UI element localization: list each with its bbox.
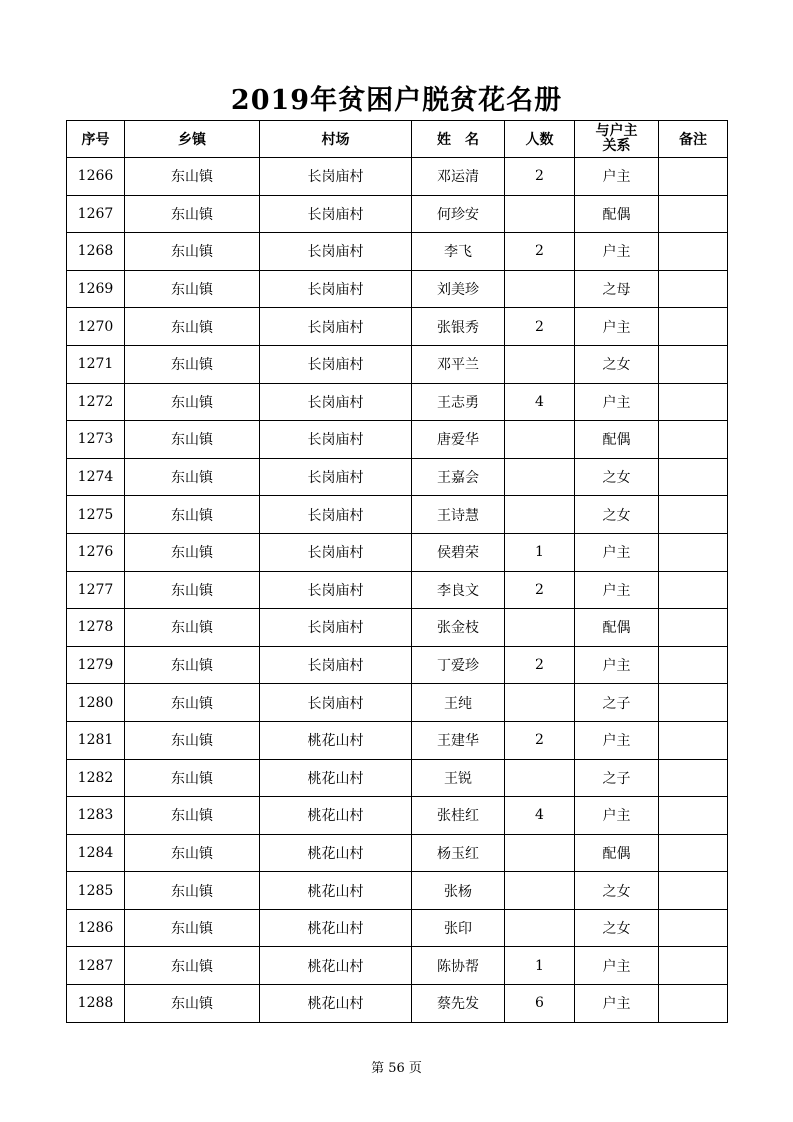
cell-relation: 配偶: [575, 609, 659, 647]
table-row: [67, 270, 728, 308]
cell-seq: 1267: [67, 195, 125, 233]
table-row: [67, 872, 728, 910]
cell-relation: 之子: [575, 759, 659, 797]
cell-village: 长岗庙村: [260, 158, 412, 196]
cell-relation: 户主: [575, 947, 659, 985]
header-relation-line2: 关系: [602, 138, 631, 154]
cell-name: 张金枝: [412, 609, 505, 647]
cell-seq: 1283: [67, 797, 125, 835]
cell-count: 1: [505, 947, 575, 985]
cell-town: 东山镇: [125, 308, 260, 346]
cell-name: 张银秀: [412, 308, 505, 346]
header-seq: 序号: [67, 121, 125, 158]
cell-note: [659, 345, 728, 383]
table-row: [67, 158, 728, 196]
cell-village: 桃花山村: [260, 909, 412, 947]
cell-relation: 户主: [575, 158, 659, 196]
cell-village: 长岗庙村: [260, 684, 412, 722]
cell-note: [659, 721, 728, 759]
cell-note: [659, 684, 728, 722]
table-row: [67, 609, 728, 647]
cell-relation: 之女: [575, 909, 659, 947]
cell-town: 东山镇: [125, 684, 260, 722]
header-relation: [575, 121, 659, 158]
cell-relation: 之女: [575, 496, 659, 534]
cell-relation: 户主: [575, 985, 659, 1023]
table-row: [67, 947, 728, 985]
cell-village: 长岗庙村: [260, 646, 412, 684]
cell-relation: 户主: [575, 383, 659, 421]
cell-name: 杨玉红: [412, 834, 505, 872]
cell-town: 东山镇: [125, 421, 260, 459]
cell-relation: 户主: [575, 797, 659, 835]
page-footer: 第 56 页: [371, 1061, 422, 1076]
cell-village: 桃花山村: [260, 797, 412, 835]
cell-note: [659, 308, 728, 346]
cell-town: 东山镇: [125, 158, 260, 196]
cell-relation: 之女: [575, 458, 659, 496]
cell-seq: 1272: [67, 383, 125, 421]
cell-village: 长岗庙村: [260, 496, 412, 534]
cell-town: 东山镇: [125, 609, 260, 647]
cell-town: 东山镇: [125, 571, 260, 609]
cell-name: 李良文: [412, 571, 505, 609]
cell-name: 张印: [412, 909, 505, 947]
cell-village: 长岗庙村: [260, 421, 412, 459]
cell-village: 长岗庙村: [260, 233, 412, 271]
table-row: [67, 797, 728, 835]
cell-seq: 1268: [67, 233, 125, 271]
cell-relation: 之子: [575, 684, 659, 722]
cell-town: 东山镇: [125, 270, 260, 308]
cell-relation: 之母: [575, 270, 659, 308]
cell-relation: 配偶: [575, 195, 659, 233]
cell-count: [505, 421, 575, 459]
table-row: [67, 834, 728, 872]
cell-count: 4: [505, 383, 575, 421]
cell-name: 丁爱珍: [412, 646, 505, 684]
cell-relation: 户主: [575, 646, 659, 684]
cell-note: [659, 985, 728, 1023]
cell-note: [659, 797, 728, 835]
table-row: [67, 345, 728, 383]
table-row: [67, 759, 728, 797]
cell-village: 长岗庙村: [260, 270, 412, 308]
cell-count: [505, 345, 575, 383]
cell-note: [659, 233, 728, 271]
cell-name: 陈协帮: [412, 947, 505, 985]
cell-note: [659, 458, 728, 496]
table-row: [67, 684, 728, 722]
cell-note: [659, 646, 728, 684]
cell-note: [659, 158, 728, 196]
cell-seq: 1288: [67, 985, 125, 1023]
cell-count: 2: [505, 721, 575, 759]
cell-name: 何珍安: [412, 195, 505, 233]
cell-town: 东山镇: [125, 985, 260, 1023]
cell-relation: 户主: [575, 533, 659, 571]
cell-village: 长岗庙村: [260, 308, 412, 346]
header-note: 备注: [659, 121, 728, 158]
cell-relation: 户主: [575, 308, 659, 346]
cell-town: 东山镇: [125, 233, 260, 271]
cell-note: [659, 759, 728, 797]
cell-count: [505, 909, 575, 947]
cell-relation: 户主: [575, 571, 659, 609]
cell-note: [659, 609, 728, 647]
cell-seq: 1266: [67, 158, 125, 196]
header-row: [67, 121, 728, 158]
cell-count: 2: [505, 158, 575, 196]
cell-seq: 1282: [67, 759, 125, 797]
cell-relation: 之女: [575, 872, 659, 910]
table-row: [67, 533, 728, 571]
cell-town: 东山镇: [125, 345, 260, 383]
cell-seq: 1279: [67, 646, 125, 684]
cell-name: 蔡先发: [412, 985, 505, 1023]
cell-seq: 1277: [67, 571, 125, 609]
cell-note: [659, 195, 728, 233]
cell-count: [505, 834, 575, 872]
cell-note: [659, 947, 728, 985]
table-row: [67, 646, 728, 684]
cell-count: 4: [505, 797, 575, 835]
cell-town: 东山镇: [125, 797, 260, 835]
cell-relation: 户主: [575, 721, 659, 759]
cell-seq: 1274: [67, 458, 125, 496]
cell-count: 2: [505, 571, 575, 609]
cell-village: 桃花山村: [260, 721, 412, 759]
cell-name: 王锐: [412, 759, 505, 797]
cell-village: 长岗庙村: [260, 195, 412, 233]
cell-town: 东山镇: [125, 721, 260, 759]
table-row: [67, 458, 728, 496]
cell-name: 邓平兰: [412, 345, 505, 383]
cell-village: 桃花山村: [260, 834, 412, 872]
header-village: 村场: [260, 121, 412, 158]
cell-seq: 1287: [67, 947, 125, 985]
cell-town: 东山镇: [125, 834, 260, 872]
cell-count: [505, 609, 575, 647]
cell-seq: 1269: [67, 270, 125, 308]
cell-count: [505, 270, 575, 308]
cell-count: 1: [505, 533, 575, 571]
table-row: [67, 195, 728, 233]
cell-seq: 1270: [67, 308, 125, 346]
table-row: [67, 383, 728, 421]
cell-count: [505, 759, 575, 797]
cell-seq: 1281: [67, 721, 125, 759]
header-relation-line1: 与户主: [595, 123, 638, 139]
table-row: [67, 233, 728, 271]
cell-note: [659, 496, 728, 534]
cell-seq: 1271: [67, 345, 125, 383]
cell-name: 王志勇: [412, 383, 505, 421]
table-row: [67, 721, 728, 759]
cell-name: 唐爱华: [412, 421, 505, 459]
cell-count: [505, 872, 575, 910]
cell-note: [659, 571, 728, 609]
cell-name: 张桂红: [412, 797, 505, 835]
cell-count: [505, 496, 575, 534]
cell-note: [659, 383, 728, 421]
cell-town: 东山镇: [125, 533, 260, 571]
cell-seq: 1278: [67, 609, 125, 647]
header-count: 人数: [505, 121, 575, 158]
cell-count: [505, 195, 575, 233]
cell-village: 长岗庙村: [260, 345, 412, 383]
roster-table: [66, 120, 728, 1023]
cell-relation: 户主: [575, 233, 659, 271]
cell-count: [505, 458, 575, 496]
cell-name: 王嘉会: [412, 458, 505, 496]
cell-note: [659, 872, 728, 910]
cell-town: 东山镇: [125, 195, 260, 233]
cell-town: 东山镇: [125, 947, 260, 985]
cell-note: [659, 421, 728, 459]
cell-note: [659, 909, 728, 947]
table-row: [67, 421, 728, 459]
cell-village: 长岗庙村: [260, 609, 412, 647]
cell-village: 桃花山村: [260, 985, 412, 1023]
cell-name: 侯碧荣: [412, 533, 505, 571]
cell-note: [659, 834, 728, 872]
cell-relation: 之女: [575, 345, 659, 383]
cell-town: 东山镇: [125, 646, 260, 684]
cell-town: 东山镇: [125, 383, 260, 421]
cell-note: [659, 270, 728, 308]
cell-seq: 1276: [67, 533, 125, 571]
table-row: [67, 985, 728, 1023]
roster-body: [67, 158, 728, 1023]
cell-town: 东山镇: [125, 872, 260, 910]
cell-village: 桃花山村: [260, 947, 412, 985]
cell-count: 2: [505, 308, 575, 346]
cell-seq: 1273: [67, 421, 125, 459]
table-row: [67, 909, 728, 947]
cell-town: 东山镇: [125, 458, 260, 496]
cell-count: 6: [505, 985, 575, 1023]
cell-town: 东山镇: [125, 909, 260, 947]
cell-seq: 1284: [67, 834, 125, 872]
table-row: [67, 571, 728, 609]
cell-seq: 1285: [67, 872, 125, 910]
table-row: [67, 308, 728, 346]
cell-village: 长岗庙村: [260, 533, 412, 571]
cell-name: 李飞: [412, 233, 505, 271]
cell-count: 2: [505, 233, 575, 271]
cell-count: [505, 684, 575, 722]
page-title: 2019年贫困户脱贫花名册: [230, 85, 563, 116]
cell-name: 张杨: [412, 872, 505, 910]
cell-town: 东山镇: [125, 759, 260, 797]
cell-village: 桃花山村: [260, 872, 412, 910]
cell-seq: 1280: [67, 684, 125, 722]
cell-name: 王纯: [412, 684, 505, 722]
cell-name: 王建华: [412, 721, 505, 759]
cell-name: 刘美珍: [412, 270, 505, 308]
cell-village: 长岗庙村: [260, 571, 412, 609]
header-name: 姓 名: [412, 121, 505, 158]
cell-seq: 1286: [67, 909, 125, 947]
cell-village: 长岗庙村: [260, 458, 412, 496]
cell-seq: 1275: [67, 496, 125, 534]
cell-relation: 配偶: [575, 421, 659, 459]
cell-name: 邓运清: [412, 158, 505, 196]
cell-village: 桃花山村: [260, 759, 412, 797]
table-row: [67, 496, 728, 534]
cell-town: 东山镇: [125, 496, 260, 534]
cell-count: 2: [505, 646, 575, 684]
cell-name: 王诗慧: [412, 496, 505, 534]
header-town: 乡镇: [125, 121, 260, 158]
cell-note: [659, 533, 728, 571]
cell-relation: 配偶: [575, 834, 659, 872]
cell-village: 长岗庙村: [260, 383, 412, 421]
